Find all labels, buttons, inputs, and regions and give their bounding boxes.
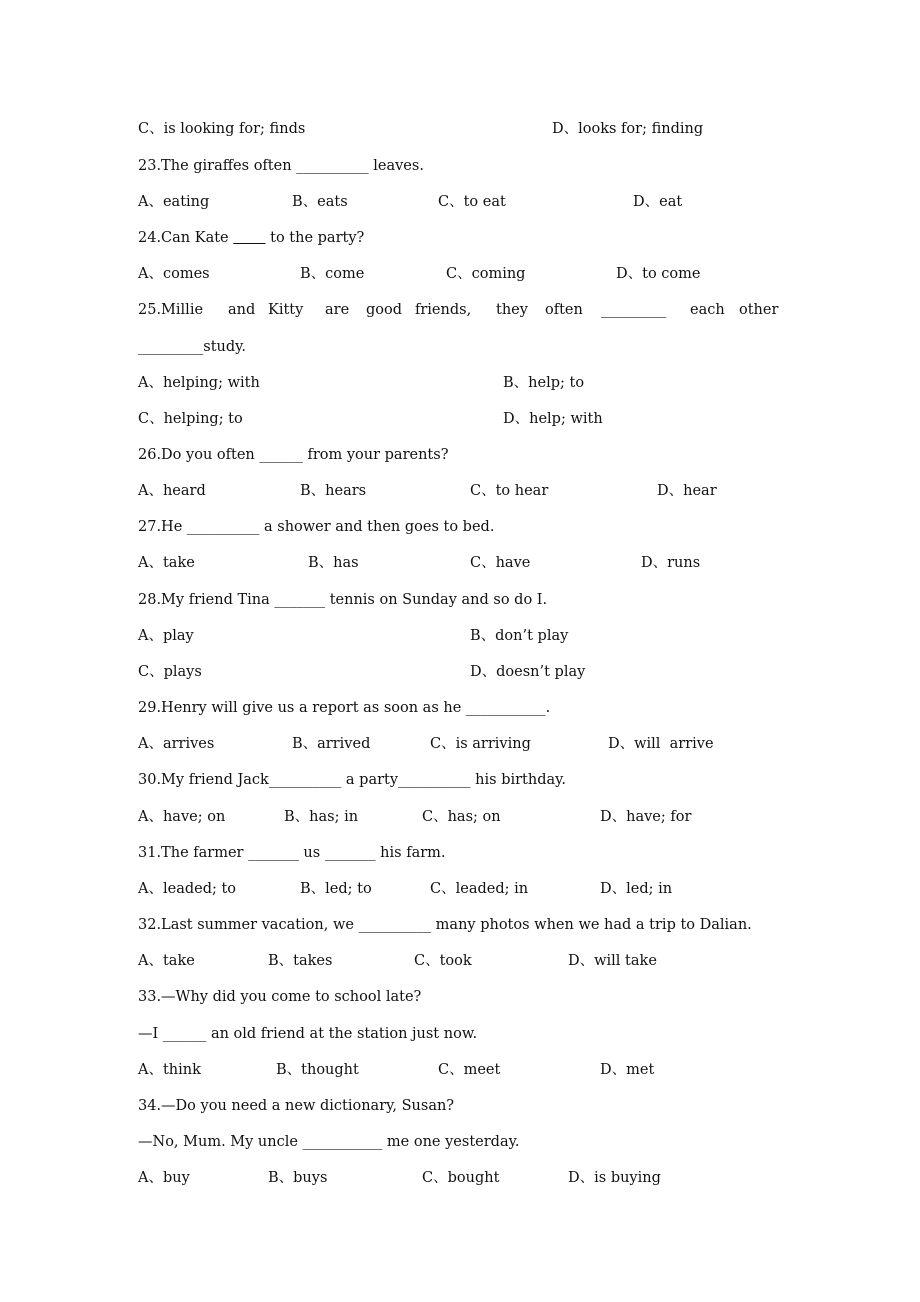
q25-option-d: D、help; with (503, 411, 603, 427)
q25-word: are (325, 302, 350, 318)
q22-option-d: D、looks for; finding (552, 121, 704, 137)
q26-option-d: D、hear (657, 483, 717, 499)
q27-option-b: B、has (308, 555, 359, 571)
q24-stem (138, 227, 364, 249)
q23-option-d: D、eat (633, 194, 683, 210)
q28-option-a: A、play (138, 628, 194, 644)
q29-option-b: B、arrived (292, 736, 371, 752)
q28-option-b: B、don’t play (470, 628, 569, 644)
q27-option-a: A、take (138, 555, 195, 571)
q26-option-a: A、heard (138, 483, 206, 499)
q26-option-b: B、hears (300, 483, 367, 499)
q34-option-d: D、is buying (568, 1170, 661, 1186)
q25-word: often (545, 302, 583, 318)
q33-option-b: B、thought (276, 1062, 359, 1078)
q25-option-a: A、helping; with (138, 375, 260, 391)
q27-stem: 27.He __________ a shower and then goes to bed. (138, 519, 495, 535)
q25-word: and (228, 302, 256, 318)
q28-option-c: C、plays (138, 664, 202, 680)
q33-option-d: D、met (600, 1062, 655, 1078)
q31-option-a: A、leaded; to (138, 881, 237, 897)
q34-option-b: B、buys (268, 1170, 328, 1186)
q31-option-d: D、led; in (600, 881, 673, 897)
q29-stem: 29.Henry will give us a report as soon as he ___________. (138, 700, 551, 716)
q25-word: they (496, 302, 528, 318)
q31-option-c: C、leaded; in (430, 881, 529, 897)
q24-stem-after: to the party? (265, 230, 365, 246)
q28-stem: 28.My friend Tina _______ tennis on Sunday and so do I. (138, 592, 548, 608)
q25-word: Kitty (268, 302, 304, 318)
q28-option-d: D、doesn’t play (470, 664, 586, 680)
q30-option-d: D、have; for (600, 809, 692, 825)
q23-option-b: B、eats (292, 194, 348, 210)
q25-word: 25.Millie (138, 302, 204, 318)
q34-option-c: C、bought (422, 1170, 500, 1186)
q33-option-a: A、think (138, 1062, 201, 1078)
q33-dialog: —I ______ an old friend at the station just now. (138, 1026, 478, 1042)
q25-word: each (690, 302, 725, 318)
q30-option-a: A、have; on (138, 809, 226, 825)
q23-option-a: A、eating (138, 194, 210, 210)
q30-option-c: C、has; on (422, 809, 501, 825)
q25-stem-line2: _________study. (138, 339, 247, 355)
q23-option-c: C、to eat (438, 194, 506, 210)
q25-option-b: B、help; to (503, 375, 585, 391)
q30-option-b: B、has; in (284, 809, 359, 825)
q34-option-a: A、buy (138, 1170, 190, 1186)
q29-option-a: A、arrives (138, 736, 215, 752)
q32-option-b: B、takes (268, 953, 333, 969)
q26-option-c: C、to hear (470, 483, 549, 499)
q24-option-d: D、to come (616, 266, 701, 282)
q34-dialog: —No, Mum. My uncle ___________ me one yesterday. (138, 1134, 520, 1150)
q25-word: good (366, 302, 403, 318)
q31-option-b: B、led; to (300, 881, 372, 897)
q24-stem-before: 24.Can Kate (138, 230, 234, 246)
q24-option-b: B、come (300, 266, 365, 282)
q27-option-c: C、have (470, 555, 531, 571)
q33-stem: 33.—Why did you come to school late? (138, 989, 422, 1005)
q24-option-c: C、coming (446, 266, 526, 282)
q22-option-c: C、is looking for; finds (138, 121, 306, 137)
q24-option-a: A、comes (138, 266, 210, 282)
q32-stem: 32.Last summer vacation, we __________ many photos when we had a trip to Dalian. (138, 917, 752, 933)
q26-stem: 26.Do you often ______ from your parents? (138, 447, 449, 463)
q34-stem: 34.—Do you need a new dictionary, Susan? (138, 1098, 455, 1114)
q32-option-c: C、took (414, 953, 472, 969)
q24-blank (233, 230, 265, 246)
q25-option-c: C、helping; to (138, 411, 243, 427)
q29-option-d: D、will arrive (608, 736, 714, 752)
q31-stem: 31.The farmer _______ us _______ his farm. (138, 845, 446, 861)
q29-option-c: C、is arriving (430, 736, 531, 752)
q33-option-c: C、meet (438, 1062, 501, 1078)
q32-option-a: A、take (138, 953, 195, 969)
q25-word: other (739, 302, 779, 318)
q25-word: friends, (415, 302, 472, 318)
q23-stem: 23.The giraffes often __________ leaves. (138, 158, 424, 174)
q32-option-d: D、will take (568, 953, 657, 969)
q27-option-d: D、runs (641, 555, 701, 571)
q25-word: _________ (601, 302, 667, 318)
q30-stem: 30.My friend Jack__________ a party__________ his birthday. (138, 772, 567, 788)
